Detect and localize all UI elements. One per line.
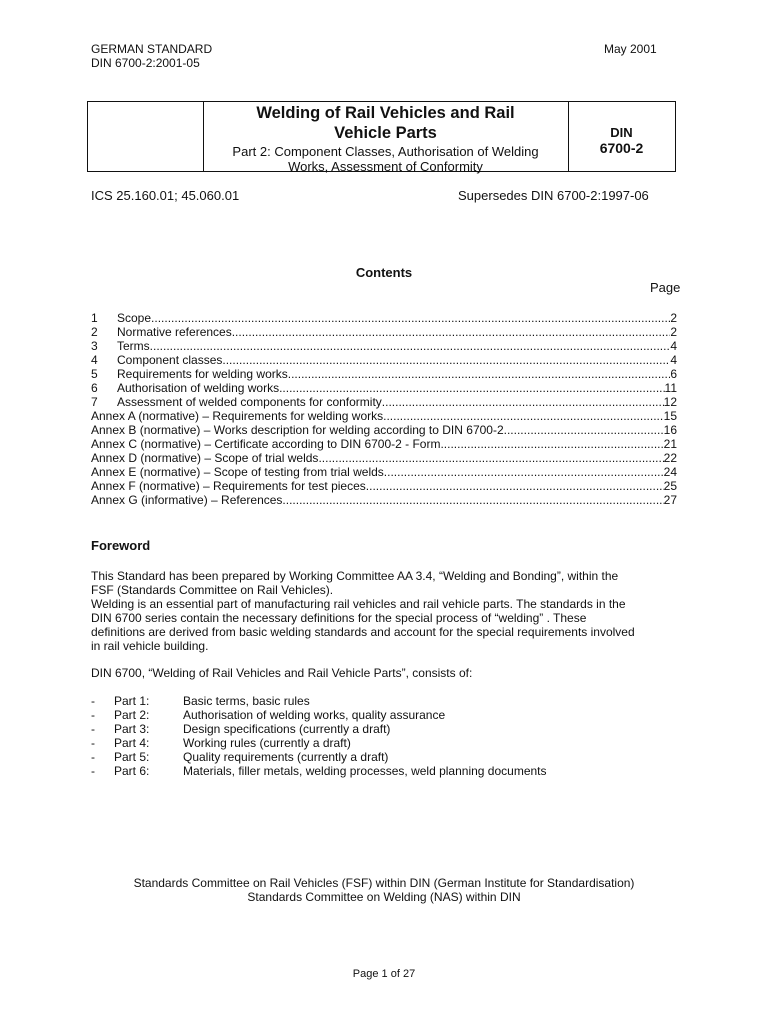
document-subtitle-line: Part 2: Component Classes, Authorisation of Welding bbox=[232, 144, 539, 159]
toc-entry[interactable] bbox=[91, 311, 677, 325]
document-subtitle-line: Works, Assessment of Conformity bbox=[288, 159, 483, 174]
toc-entry-page: 4 bbox=[670, 353, 677, 367]
footer-line: Standards Committee on Rail Vehicles (FSF) within DIN (German Institute for Standardisation) bbox=[133, 876, 635, 890]
title-block-empty-cell bbox=[88, 102, 204, 171]
part-description: Authorisation of welding works, quality assurance bbox=[183, 708, 446, 722]
toc-entry-page: 11 bbox=[664, 381, 677, 395]
toc-entry-page: 27 bbox=[663, 493, 677, 507]
part-number: Part 4: bbox=[114, 736, 150, 750]
part-description: Quality requirements (currently a draft) bbox=[183, 750, 389, 764]
document-footer bbox=[0, 876, 768, 904]
bullet-dash: - bbox=[91, 736, 95, 750]
ics-codes: ICS 25.160.01; 45.060.01 bbox=[91, 188, 240, 203]
paragraph-line: definitions are derived from basic welding standards and account for the special requirements involved bbox=[91, 625, 635, 639]
standard-type: GERMAN STANDARD bbox=[91, 42, 213, 56]
toc-entry[interactable] bbox=[91, 339, 677, 353]
toc-entry-number: 1 bbox=[91, 311, 98, 325]
paragraph-line: FSF (Standards Committee on Rail Vehicles). bbox=[91, 583, 334, 597]
toc-dot-leader bbox=[279, 381, 664, 395]
toc-entry-page: 4 bbox=[670, 339, 677, 353]
toc-entry[interactable] bbox=[91, 395, 677, 409]
toc-entry-label: Annex A (normative) – Requirements for welding works bbox=[91, 409, 384, 423]
toc-entry-label: Annex G (informative) – References bbox=[91, 493, 283, 507]
toc-entry-number: 3 bbox=[91, 339, 98, 353]
toc-entry[interactable] bbox=[91, 423, 677, 437]
toc-dot-leader bbox=[384, 465, 664, 479]
paragraph-line: Welding is an essential part of manufacturing rail vehicles and rail vehicle parts. The standards in the bbox=[91, 597, 626, 611]
toc-dot-leader bbox=[151, 311, 670, 325]
toc-entry[interactable] bbox=[91, 479, 677, 493]
toc-dot-leader bbox=[282, 493, 663, 507]
bullet-dash: - bbox=[91, 764, 95, 778]
footer-line: Standards Committee on Welding (NAS) within DIN bbox=[247, 890, 521, 904]
bullet-dash: - bbox=[91, 708, 95, 722]
toc-entry[interactable] bbox=[91, 409, 677, 423]
toc-dot-leader bbox=[318, 451, 663, 465]
toc-entry-label: Authorisation of welding works bbox=[117, 381, 280, 395]
title-block bbox=[87, 101, 676, 172]
toc-entry[interactable] bbox=[91, 353, 677, 367]
part-number: Part 6: bbox=[114, 764, 150, 778]
bullet-dash: - bbox=[91, 750, 95, 764]
part-description: Basic terms, basic rules bbox=[183, 694, 310, 708]
title-block-title-cell bbox=[203, 102, 569, 174]
toc-entry-label: Terms bbox=[117, 339, 150, 353]
contents-heading: Contents bbox=[355, 265, 413, 280]
parts-intro: DIN 6700, “Welding of Rail Vehicles and Rail Vehicle Parts”, consists of: bbox=[91, 666, 473, 680]
toc-entry[interactable] bbox=[91, 437, 677, 451]
page-number: Page 1 of 27 bbox=[352, 968, 416, 980]
bullet-dash: - bbox=[91, 722, 95, 736]
toc-entry-page: 16 bbox=[663, 423, 677, 437]
standard-number: DIN 6700-2:2001-05 bbox=[91, 56, 200, 70]
toc-entry[interactable] bbox=[91, 367, 677, 381]
toc-entry-number: 5 bbox=[91, 367, 98, 381]
part-description: Design specifications (currently a draft) bbox=[183, 722, 391, 736]
document-title bbox=[203, 103, 568, 143]
part-number: Part 1: bbox=[114, 694, 150, 708]
parts-list-item bbox=[91, 694, 547, 708]
toc-entry-page: 6 bbox=[670, 367, 677, 381]
toc-entry-label: Component classes bbox=[117, 353, 223, 367]
toc-entry-page: 12 bbox=[663, 395, 677, 409]
toc-entry-number: 2 bbox=[91, 325, 98, 339]
toc-entry-page: 25 bbox=[663, 479, 677, 493]
toc-entry-number: 6 bbox=[91, 381, 98, 395]
bullet-dash: - bbox=[91, 694, 95, 708]
toc-dot-leader bbox=[366, 479, 664, 493]
parts-list-item bbox=[91, 736, 547, 750]
toc-entry[interactable] bbox=[91, 381, 677, 395]
toc-entry-label: Requirements for welding works bbox=[117, 367, 288, 381]
part-number: Part 3: bbox=[114, 722, 150, 736]
toc-dot-leader bbox=[382, 395, 664, 409]
document-title-line: Welding of Rail Vehicles and Rail bbox=[256, 104, 515, 122]
foreword-heading: Foreword bbox=[91, 538, 151, 553]
toc-dot-leader bbox=[504, 423, 664, 437]
toc-entry-label: Assessment of welded components for conformity bbox=[117, 395, 382, 409]
document-title-line: Vehicle Parts bbox=[334, 124, 437, 142]
contents-page-column-label: Page bbox=[650, 280, 681, 295]
table-of-contents bbox=[91, 311, 677, 507]
din-label: DIN bbox=[610, 125, 633, 140]
toc-entry-label: Normative references bbox=[117, 325, 232, 339]
toc-entry-page: 2 bbox=[670, 325, 677, 339]
toc-dot-leader bbox=[288, 367, 671, 381]
toc-entry-number: 4 bbox=[91, 353, 98, 367]
toc-entry-page: 15 bbox=[663, 409, 677, 423]
paragraph-line: This Standard has been prepared by Working Committee AA 3.4, “Welding and Bonding”, within the bbox=[91, 569, 619, 583]
toc-dot-leader bbox=[150, 339, 671, 353]
part-description: Working rules (currently a draft) bbox=[183, 736, 351, 750]
publication-date: May 2001 bbox=[604, 42, 657, 56]
toc-entry-label: Annex E (normative) – Scope of testing from trial welds bbox=[91, 465, 384, 479]
toc-entry-page: 22 bbox=[663, 451, 677, 465]
toc-dot-leader bbox=[232, 325, 671, 339]
document-subtitle bbox=[203, 144, 568, 174]
toc-entry[interactable] bbox=[91, 451, 677, 465]
parts-list-item bbox=[91, 708, 547, 722]
part-number: Part 2: bbox=[114, 708, 150, 722]
supersedes-note: Supersedes DIN 6700-2:1997-06 bbox=[458, 188, 649, 203]
title-block-din-cell bbox=[568, 102, 675, 171]
parts-list bbox=[91, 694, 547, 778]
toc-entry[interactable] bbox=[91, 493, 677, 507]
toc-entry[interactable] bbox=[91, 325, 677, 339]
parts-list-item bbox=[91, 750, 547, 764]
paragraph-line: in rail vehicle building. bbox=[91, 639, 209, 653]
document-header-left bbox=[91, 42, 212, 70]
toc-entry[interactable] bbox=[91, 465, 677, 479]
toc-entry-page: 2 bbox=[670, 311, 677, 325]
toc-entry-label: Annex C (normative) – Certificate according to DIN 6700-2 - Form bbox=[91, 437, 441, 451]
toc-entry-label: Annex F (normative) – Requirements for test pieces bbox=[91, 479, 366, 493]
din-number: 6700-2 bbox=[599, 140, 644, 156]
toc-entry-number: 7 bbox=[91, 395, 98, 409]
foreword-paragraph bbox=[91, 569, 691, 653]
paragraph-line: DIN 6700 series contain the necessary definitions for the special process of “welding” . These bbox=[91, 611, 587, 625]
part-number: Part 5: bbox=[114, 750, 150, 764]
toc-dot-leader bbox=[222, 353, 670, 367]
part-description: Materials, filler metals, welding processes, weld planning documents bbox=[183, 764, 547, 778]
toc-entry-label: Scope bbox=[117, 311, 152, 325]
toc-entry-label: Annex D (normative) – Scope of trial welds bbox=[91, 451, 319, 465]
toc-entry-page: 24 bbox=[663, 465, 677, 479]
toc-dot-leader bbox=[383, 409, 664, 423]
toc-dot-leader bbox=[440, 437, 663, 451]
toc-entry-page: 21 bbox=[663, 437, 677, 451]
parts-list-item bbox=[91, 764, 547, 778]
parts-list-item bbox=[91, 722, 547, 736]
toc-entry-label: Annex B (normative) – Works description for welding according to DIN 6700-2 bbox=[91, 423, 504, 437]
